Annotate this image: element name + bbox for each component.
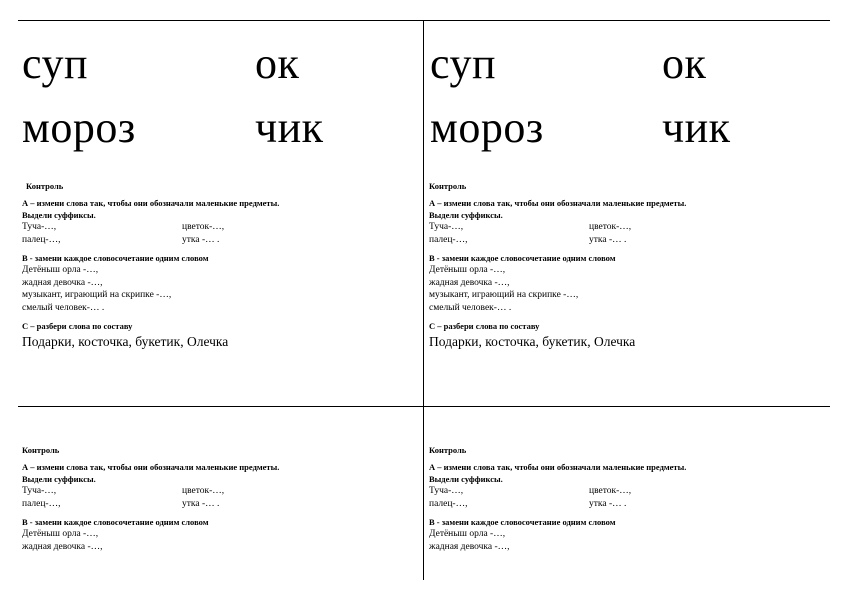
task-b-item: Детёныш орла -…, [22,529,99,539]
task-a-item: утка -… . [589,498,627,509]
task-b-item: музыкант, играющий на скрипке -…, [429,290,579,300]
task-a-row [22,498,417,511]
big-word-ok: ок [662,39,707,88]
control-card [22,181,417,350]
task-a-row [429,485,824,498]
top-rule [18,20,830,21]
task-a-item: Туча-…, [22,486,57,496]
task-a-row [22,221,417,234]
task-b-item: музыкант, играющий на скрипке -…, [22,290,172,300]
task-c-text: С – разбери слова по составу [22,321,133,331]
task-a-row [429,234,824,247]
task-c-text: С – разбери слова по составу [429,321,540,331]
task-a-item: утка -… . [182,498,220,509]
task-a-text: А – измени слова так, чтобы они обозначали маленькие предметы. [429,198,687,208]
task-a-row [22,234,417,247]
big-word-chik: чик [662,103,731,152]
task-b-item: жадная девочка -…, [429,541,510,552]
big-word-moroz: мороз [22,103,136,152]
task-a-item: цветок-…, [182,486,225,496]
task-a-item: утка -… . [589,234,627,245]
big-word-chik: чик [255,103,324,152]
task-a-item: палец-…, [429,234,468,245]
task-b-item: смелый человек-… . [22,302,105,313]
task-a-subtext: Выдели суффиксы. [429,474,503,484]
control-card [429,445,824,553]
task-a-item: цветок-…, [182,222,225,232]
control-card [22,445,417,553]
big-word-moroz: мороз [430,103,544,152]
task-b-text: В - замени каждое словосочетание одним словом [22,253,209,263]
task-c-words: Подарки, косточка, букетик, Олечка [22,334,229,349]
task-a-row [429,221,824,234]
control-card [429,181,824,350]
task-b-item: Детёныш орла -…, [429,265,506,275]
task-a-item: палец-…, [429,498,468,509]
task-a-text: А – измени слова так, чтобы они обозначали маленькие предметы. [22,462,280,472]
task-b-text: В - замени каждое словосочетание одним словом [429,517,616,527]
task-b-item: жадная девочка -…, [22,277,103,288]
task-b-text: В - замени каждое словосочетание одним словом [429,253,616,263]
task-a-text: А – измени слова так, чтобы они обозначали маленькие предметы. [429,462,687,472]
task-a-item: цветок-…, [589,486,632,496]
task-a-item: палец-…, [22,498,61,509]
task-b-item: Детёныш орла -…, [22,265,99,275]
task-a-item: Туча-…, [429,222,464,232]
task-b-item: жадная девочка -…, [429,277,510,288]
big-word-soup: суп [430,39,496,88]
task-a-row [429,498,824,511]
big-word-ok: ок [255,39,300,88]
task-a-text: А – измени слова так, чтобы они обозначали маленькие предметы. [22,198,280,208]
card-title: Контроль [429,445,467,455]
horizontal-cut-line [18,406,830,407]
task-a-item: утка -… . [182,234,220,245]
vertical-cut-line [423,20,424,580]
big-word-soup: суп [22,39,88,88]
task-a-item: Туча-…, [22,222,57,232]
task-b-item: Детёныш орла -…, [429,529,506,539]
task-a-row [22,485,417,498]
task-b-item: жадная девочка -…, [22,541,103,552]
card-title: Контроль [26,181,64,191]
task-a-subtext: Выдели суффиксы. [22,210,96,220]
task-a-item: Туча-…, [429,486,464,496]
task-b-text: В - замени каждое словосочетание одним словом [22,517,209,527]
card-title: Контроль [429,181,467,191]
task-b-item: смелый человек-… . [429,302,512,313]
task-a-item: цветок-…, [589,222,632,232]
task-c-words: Подарки, косточка, букетик, Олечка [429,334,636,349]
task-a-subtext: Выдели суффиксы. [429,210,503,220]
task-a-subtext: Выдели суффиксы. [22,474,96,484]
task-a-item: палец-…, [22,234,61,245]
card-title: Контроль [22,445,60,455]
